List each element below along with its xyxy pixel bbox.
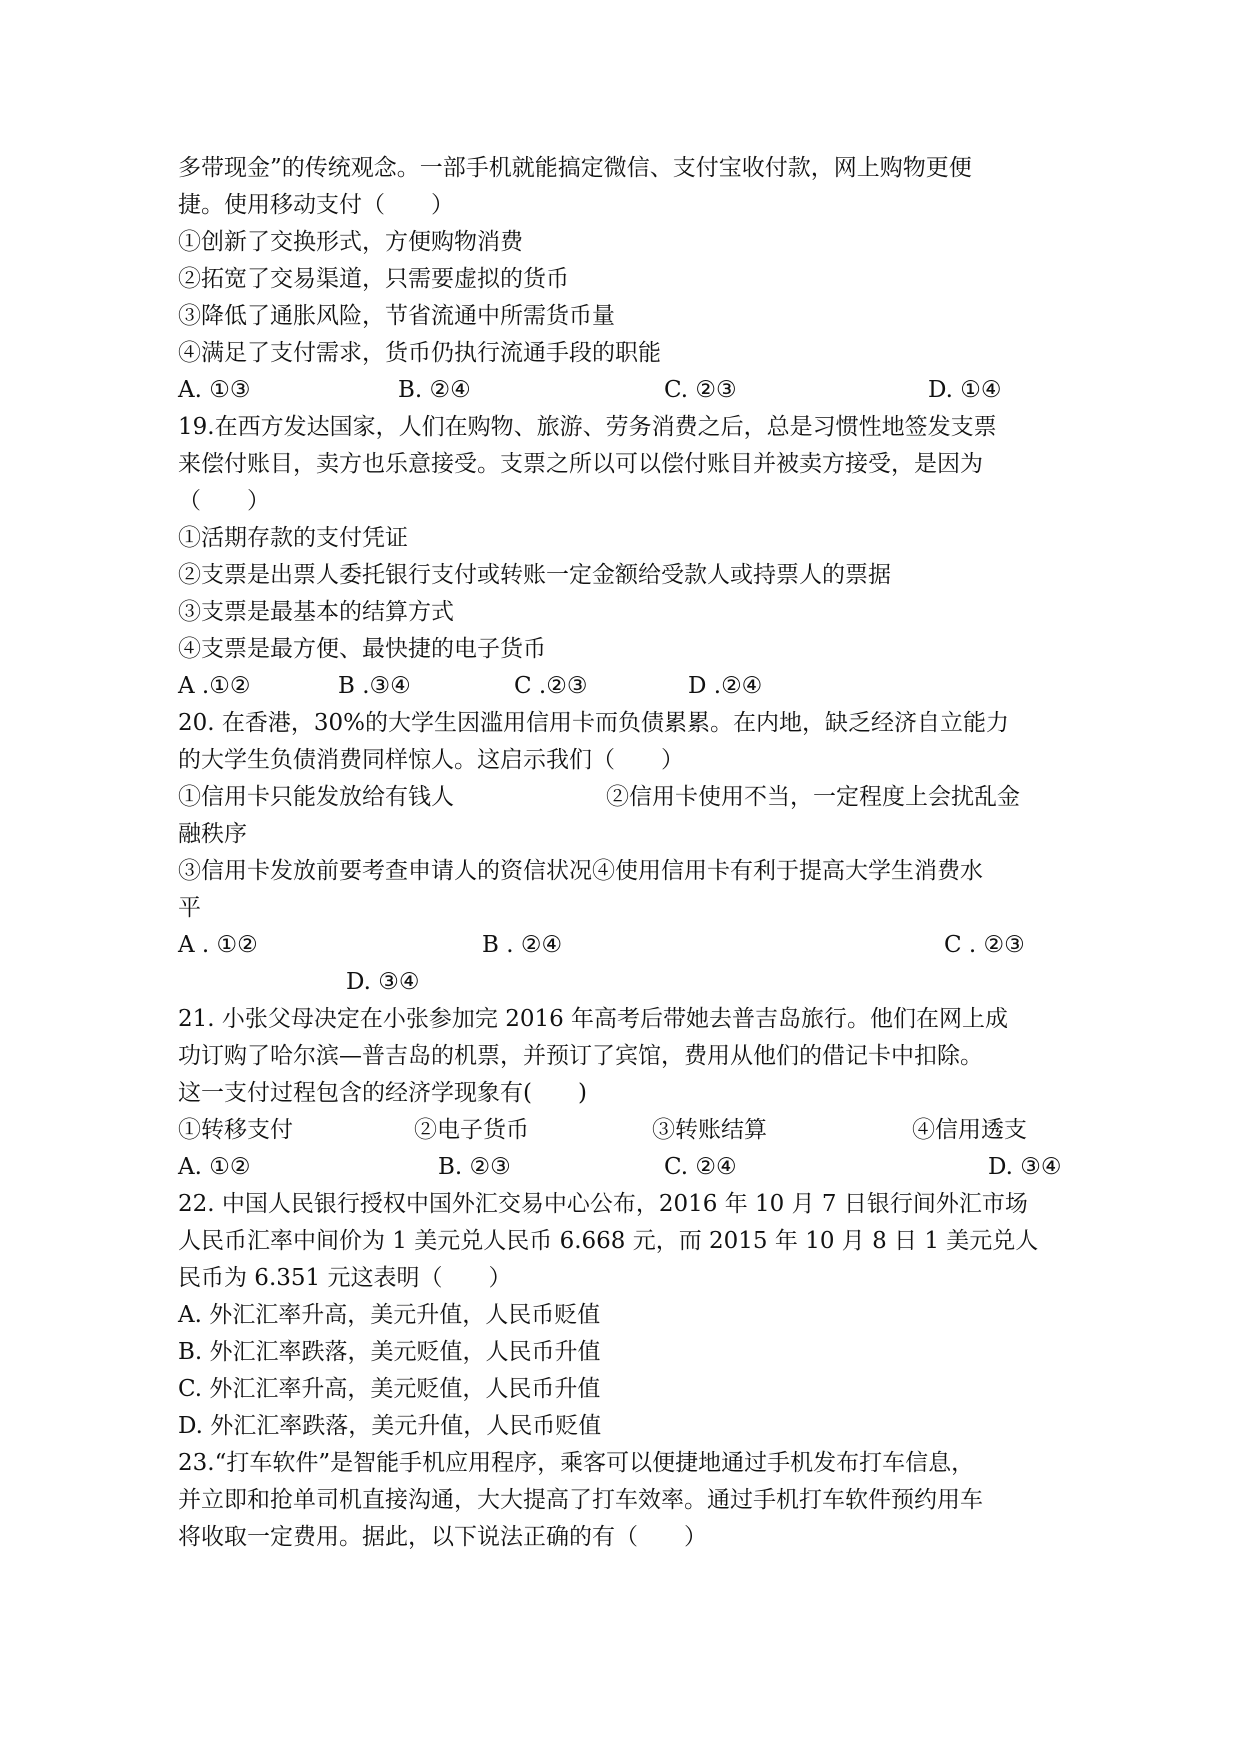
q18-option-1: ①创新了交换形式，方便购物消费: [178, 229, 523, 255]
q19-option-2: ②支票是出票人委托银行支付或转账一定金额给受款人或持票人的票据: [178, 562, 891, 588]
q19-choice-b: B .③④: [338, 673, 411, 699]
q21-choice-d: D. ③④: [988, 1154, 1062, 1180]
q23-stem-line: 将收取一定费用。据此，以下说法正确的有（ ）: [178, 1524, 707, 1550]
q18-option-3: ③降低了通胀风险，节省流通中所需货币量: [178, 303, 615, 329]
q21-choice-a: A. ①②: [178, 1154, 251, 1180]
q20-choice-b: B . ②④: [482, 932, 563, 958]
q18-choice-a: A. ①③: [178, 377, 251, 403]
q18-stem-line: 捷。使用移动支付（ ）: [178, 192, 454, 218]
q20-options-1-2: [178, 779, 1078, 816]
q20-option-2-continued: 融秩序: [178, 821, 247, 847]
q22-stem-line: 民币为 6.351 元这表明（ ）: [178, 1265, 512, 1291]
q19-option-3: ③支票是最基本的结算方式: [178, 599, 454, 625]
q19-option-1: ①活期存款的支付凭证: [178, 525, 408, 551]
q19-stem-line: 来偿付账目，卖方也乐意接受。支票之所以可以偿付账目并被卖方接受，是因为: [178, 451, 983, 477]
q23-stem-line: 并立即和抢单司机直接沟通，大大提高了打车效率。通过手机打车软件预约用车: [178, 1487, 983, 1513]
q18-option-2: ②拓宽了交易渠道，只需要虚拟的货币: [178, 266, 569, 292]
q20-options-3-4: ③信用卡发放前要考查申请人的资信状况④使用信用卡有利于提高大学生消费水: [178, 858, 983, 884]
q20-stem-line: 的大学生负债消费同样惊人。这启示我们（ ）: [178, 747, 684, 773]
q19-stem-line: 19.在西方发达国家，人们在购物、旅游、劳务消费之后，总是习惯性地签发支票: [178, 414, 997, 440]
q22-choice-b: B. 外汇汇率跌落，美元贬值，人民币升值: [178, 1339, 601, 1365]
q19-choices: [178, 668, 1078, 705]
q20-option-1: ①信用卡只能发放给有钱人: [178, 784, 454, 810]
q21-choice-b: B. ②③: [438, 1154, 511, 1180]
q21-choices: [178, 1149, 1078, 1186]
q20-choice-d: D. ③④: [346, 969, 420, 995]
q19-stem-line: （ ）: [178, 488, 270, 514]
q22-choice-c: C. 外汇汇率升高，美元贬值，人民币升值: [178, 1376, 601, 1402]
q21-option-1: ①转移支付: [178, 1117, 293, 1143]
q19-choice-a: A .①②: [178, 673, 251, 699]
q21-stem-line: 21. 小张父母决定在小张参加完 2016 年高考后带她去普吉岛旅行。他们在网上成: [178, 1006, 1009, 1032]
q22-stem-line: 人民币汇率中间价为 1 美元兑人民币 6.668 元，而 2015 年 10 月 8 日 1 美元兑人: [178, 1228, 1039, 1254]
q20-stem-line: 20. 在香港，30%的大学生因滥用信用卡而负债累累。在内地，缺乏经济自立能力: [178, 710, 1010, 736]
q18-stem-line: 多带现金”的传统观念。一部手机就能搞定微信、支付宝收付款，网上购物更便: [178, 155, 972, 181]
q20-choices-continued: [178, 964, 1078, 1001]
q21-stem-line: 功订购了哈尔滨—普吉岛的机票，并预订了宾馆，费用从他们的借记卡中扣除。: [178, 1043, 983, 1069]
q21-options: [178, 1112, 1078, 1149]
q18-choices: [178, 372, 1078, 409]
q22-choice-d: D. 外汇汇率跌落，美元升值，人民币贬值: [178, 1413, 602, 1439]
q20-choice-a: A . ①②: [178, 932, 258, 958]
q19-choice-c: C .②③: [514, 673, 588, 699]
q18-choice-d: D. ①④: [928, 377, 1002, 403]
q21-option-4: ④信用透支: [912, 1117, 1027, 1143]
q21-option-3: ③转账结算: [652, 1117, 767, 1143]
q18-option-4: ④满足了支付需求，货币仍执行流通手段的职能: [178, 340, 661, 366]
q21-stem-line: 这一支付过程包含的经济学现象有( ): [178, 1080, 587, 1106]
q22-choice-a: A. 外汇汇率升高，美元升值，人民币贬值: [178, 1302, 601, 1328]
q19-choice-d: D .②④: [688, 673, 763, 699]
q19-option-4: ④支票是最方便、最快捷的电子货币: [178, 636, 546, 662]
exam-page: [178, 150, 1078, 1556]
q20-options-3-4-continued: 平: [178, 895, 201, 921]
q20-option-2: ②信用卡使用不当，一定程度上会扰乱金: [606, 784, 1020, 810]
q20-choice-c: C . ②③: [944, 932, 1025, 958]
q18-choice-c: C. ②③: [664, 377, 737, 403]
q22-stem-line: 22. 中国人民银行授权中国外汇交易中心公布，2016 年 10 月 7 日银行间外汇市场: [178, 1191, 1028, 1217]
q23-stem-line: 23.“打车软件”是智能手机应用程序，乘客可以便捷地通过手机发布打车信息，: [178, 1450, 975, 1476]
q21-option-2: ②电子货币: [414, 1117, 529, 1143]
q18-choice-b: B. ②④: [398, 377, 471, 403]
q20-choices: [178, 927, 1078, 964]
q21-choice-c: C. ②④: [664, 1154, 737, 1180]
